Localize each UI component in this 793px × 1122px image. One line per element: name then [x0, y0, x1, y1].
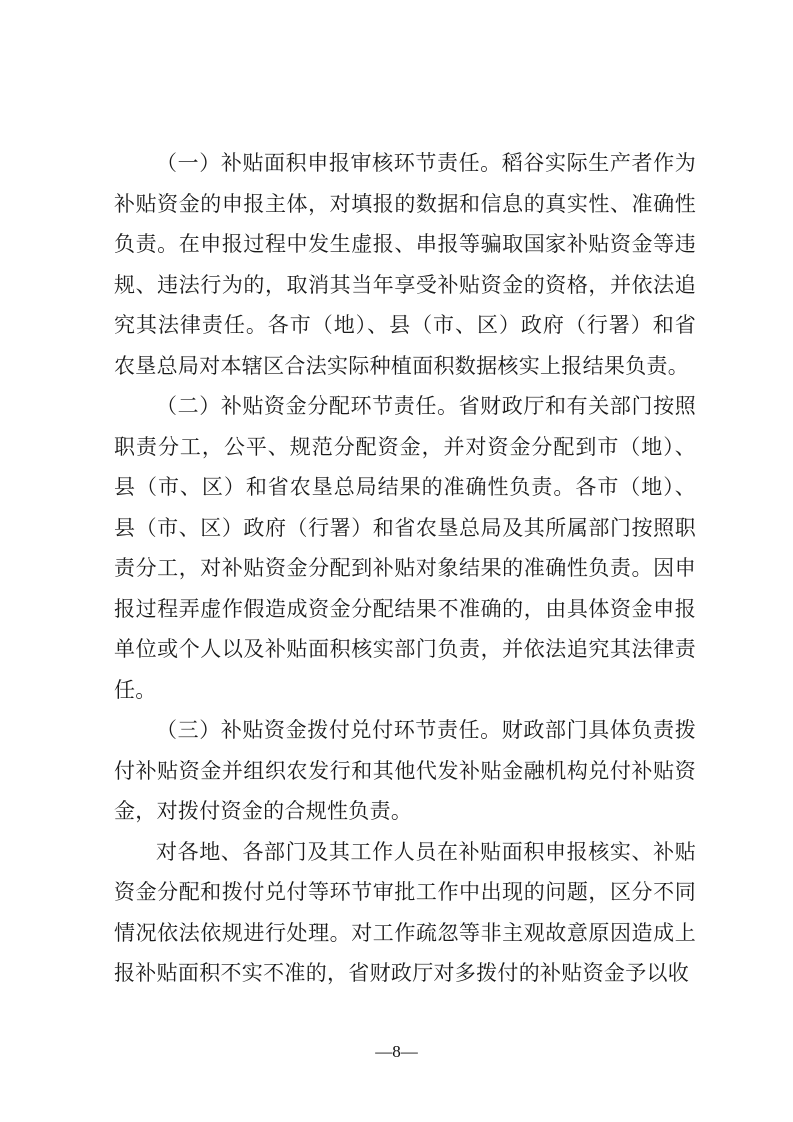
document-body — [114, 143, 696, 994]
paragraph-fund-disbursement-responsibility: （三）补贴资金拨付兑付环节责任。财政部门具体负责拨付补贴资金并组织农发行和其他代发补贴金融机构兑付补贴资金，对拨付资金的合规性负责。 — [114, 718, 696, 823]
page-number: —8— — [375, 1042, 418, 1061]
paragraph-problem-handling: 对各地、各部门及其工作人员在补贴面积申报核实、补贴资金分配和拨付兑付等环节审批工作中出现的问题，区分不同情况依法依规进行处理。对工作疏忽等非主观故意原因造成上报补贴面积不实不准的，省财政厅对多拨付的补贴资金予以收 — [114, 839, 696, 985]
paragraph-fund-allocation-responsibility: （二）补贴资金分配环节责任。省财政厅和有关部门按照职责分工，公平、规范分配资金，并对资金分配到市（地）、县（市、区）和省农垦总局结果的准确性负责。各市（地）、县（市、区）政府（行署）和省农垦总局及其所属部门按照职责分工，对补贴资金分配到补贴对象结果的准确性负责。因申报过程弄虚作假造成资金分配结果不准确的，由具体资金申报单位或个人以及补贴面积核实部门负责，并依法追究其法律责任。 — [114, 394, 696, 702]
paragraph-area-review-responsibility: （一）补贴面积申报审核环节责任。稻谷实际生产者作为补贴资金的申报主体，对填报的数据和信息的真实性、准确性负责。在申报过程中发生虚报、串报等骗取国家补贴资金等违规、违法行为的，取消其当年享受补贴资金的资格，并依法追究其法律责任。各市（地）、县（市、区）政府（行署）和省农垦总局对本辖区合法实际种植面积数据核实上报结果负责。 — [114, 151, 696, 378]
